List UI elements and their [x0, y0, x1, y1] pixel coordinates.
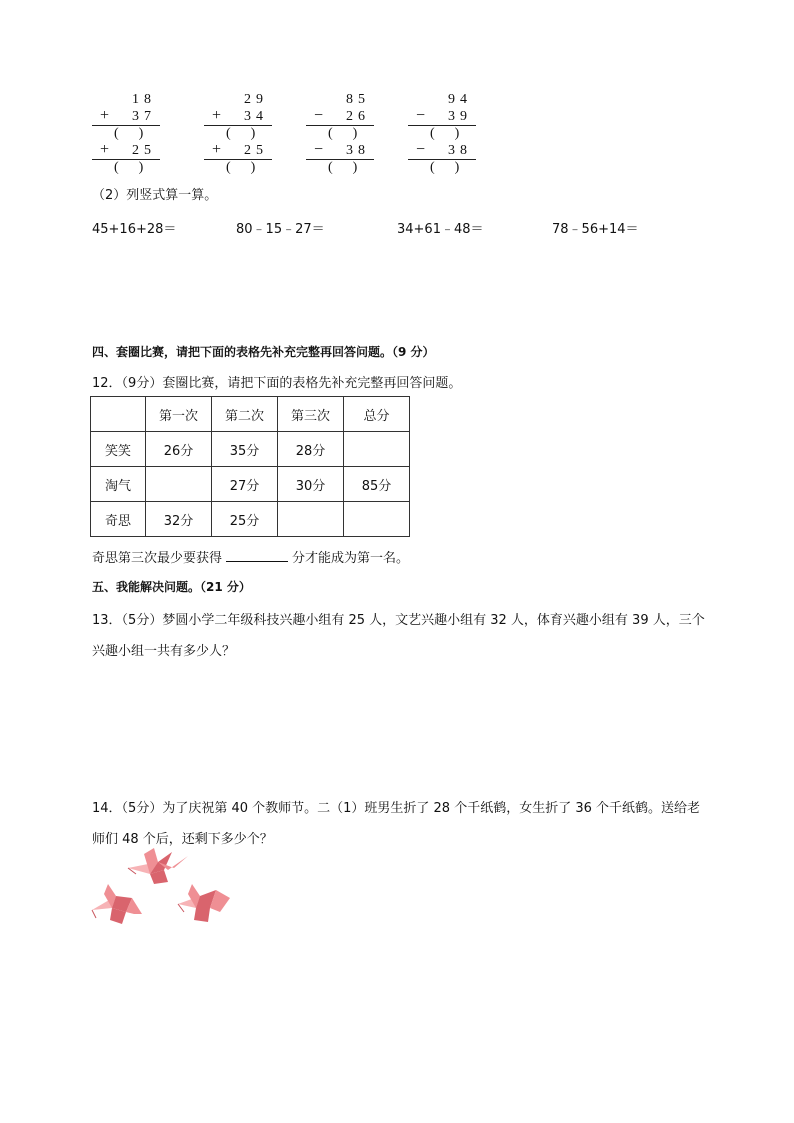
calc-subtrahend-b: 39	[448, 109, 472, 124]
table-header-cell: 第一次	[146, 397, 212, 432]
table-cell: 28分	[278, 432, 344, 467]
paper-cranes-illustration	[90, 846, 232, 932]
calc-operator: +	[100, 107, 110, 124]
table-header-cell: 第二次	[212, 397, 278, 432]
q13-line1: 13．（5分）梦圆小学二年级科技兴趣小组有 25 人，文艺兴趣小组有 32 人，体育兴趣小组有 39 人，三个	[92, 613, 705, 628]
vertical-calc-4	[408, 92, 476, 177]
q14-line2: 师们 48 个后，还剩下多少个？	[92, 832, 273, 847]
answer-blank[interactable]: ( )	[328, 126, 358, 141]
section5-heading: 五、我能解决问题。（21 分）	[92, 580, 251, 594]
table-row	[91, 502, 410, 537]
table-header-cell: 第三次	[278, 397, 344, 432]
answer-blank[interactable]: ( )	[226, 160, 256, 175]
expression-1: 45+16+28＝	[92, 222, 177, 237]
q12-followup-after: 分才能成为第一名。	[292, 551, 410, 566]
paper-crane-icon	[178, 884, 230, 922]
section4-heading: 四、套圈比赛，请把下面的表格先补充完整再回答问题。（9 分）	[92, 345, 435, 359]
expression-2: 80﹣15﹣27＝	[236, 222, 325, 237]
table-header-cell: 总分	[344, 397, 410, 432]
table-header-row	[91, 397, 410, 432]
calc-operator: +	[212, 107, 222, 124]
paper-crane-icon	[92, 884, 142, 924]
calc-operator: −	[416, 141, 426, 158]
calc-addend-c: 25	[132, 143, 156, 158]
calc-addend-a: 18	[132, 92, 156, 107]
q12-text: 12．（9分）套圈比赛，请把下面的表格先补充完整再回答问题。	[92, 376, 462, 391]
answer-blank[interactable]: ( )	[328, 160, 358, 175]
calc-operator: +	[100, 141, 110, 158]
q12-followup	[92, 547, 409, 566]
answer-blank-line[interactable]	[226, 549, 288, 562]
expression-3: 34+61﹣48＝	[397, 222, 484, 237]
calc-operator: −	[416, 107, 426, 124]
answer-blank[interactable]: ( )	[114, 160, 144, 175]
vertical-calc-3	[306, 92, 374, 177]
answer-blank[interactable]: ( )	[226, 126, 256, 141]
calc-subtrahend-c: 38	[346, 143, 370, 158]
table-cell: 淘气	[91, 467, 146, 502]
table-cell-blank[interactable]	[146, 467, 212, 502]
table-cell: 26分	[146, 432, 212, 467]
table-cell: 30分	[278, 467, 344, 502]
calc-addend-b: 34	[244, 109, 268, 124]
q14-line1: 14．（5分）为了庆祝第 40 个教师节。二（1）班男生折了 28 个千纸鹤，女生折了 36 个千纸鹤。送给老	[92, 801, 701, 816]
table-cell: 奇思	[91, 502, 146, 537]
calc-minuend: 94	[448, 92, 472, 107]
table-cell: 25分	[212, 502, 278, 537]
table-cell: 笑笑	[91, 432, 146, 467]
part2-label: （2）列竖式算一算。	[92, 188, 218, 203]
calc-addend-c: 25	[244, 143, 268, 158]
q13-line2: 兴趣小组一共有多少人？	[92, 644, 236, 659]
answer-blank[interactable]: ( )	[430, 160, 460, 175]
calc-addend-b: 37	[132, 109, 156, 124]
calc-subtrahend-b: 26	[346, 109, 370, 124]
table-cell-blank[interactable]	[278, 502, 344, 537]
calc-subtrahend-c: 38	[448, 143, 472, 158]
table-cell: 32分	[146, 502, 212, 537]
answer-blank[interactable]: ( )	[114, 126, 144, 141]
table-cell: 85分	[344, 467, 410, 502]
table-cell: 27分	[212, 467, 278, 502]
table-cell-blank[interactable]	[344, 502, 410, 537]
vertical-calc-2	[204, 92, 272, 177]
table-row	[91, 432, 410, 467]
table-cell: 35分	[212, 432, 278, 467]
table-row	[91, 467, 410, 502]
calc-operator: −	[314, 107, 324, 124]
calc-minuend: 85	[346, 92, 370, 107]
calc-operator: −	[314, 141, 324, 158]
calc-operator: +	[212, 141, 222, 158]
score-table	[90, 396, 410, 537]
calc-addend-a: 29	[244, 92, 268, 107]
paper-crane-icon	[128, 848, 188, 884]
answer-blank[interactable]: ( )	[430, 126, 460, 141]
table-header-cell	[91, 397, 146, 432]
table-cell-blank[interactable]	[344, 432, 410, 467]
q12-followup-before: 奇思第三次最少要获得	[92, 551, 223, 566]
expression-4: 78﹣56+14＝	[552, 222, 639, 237]
vertical-calc-1	[92, 92, 160, 177]
